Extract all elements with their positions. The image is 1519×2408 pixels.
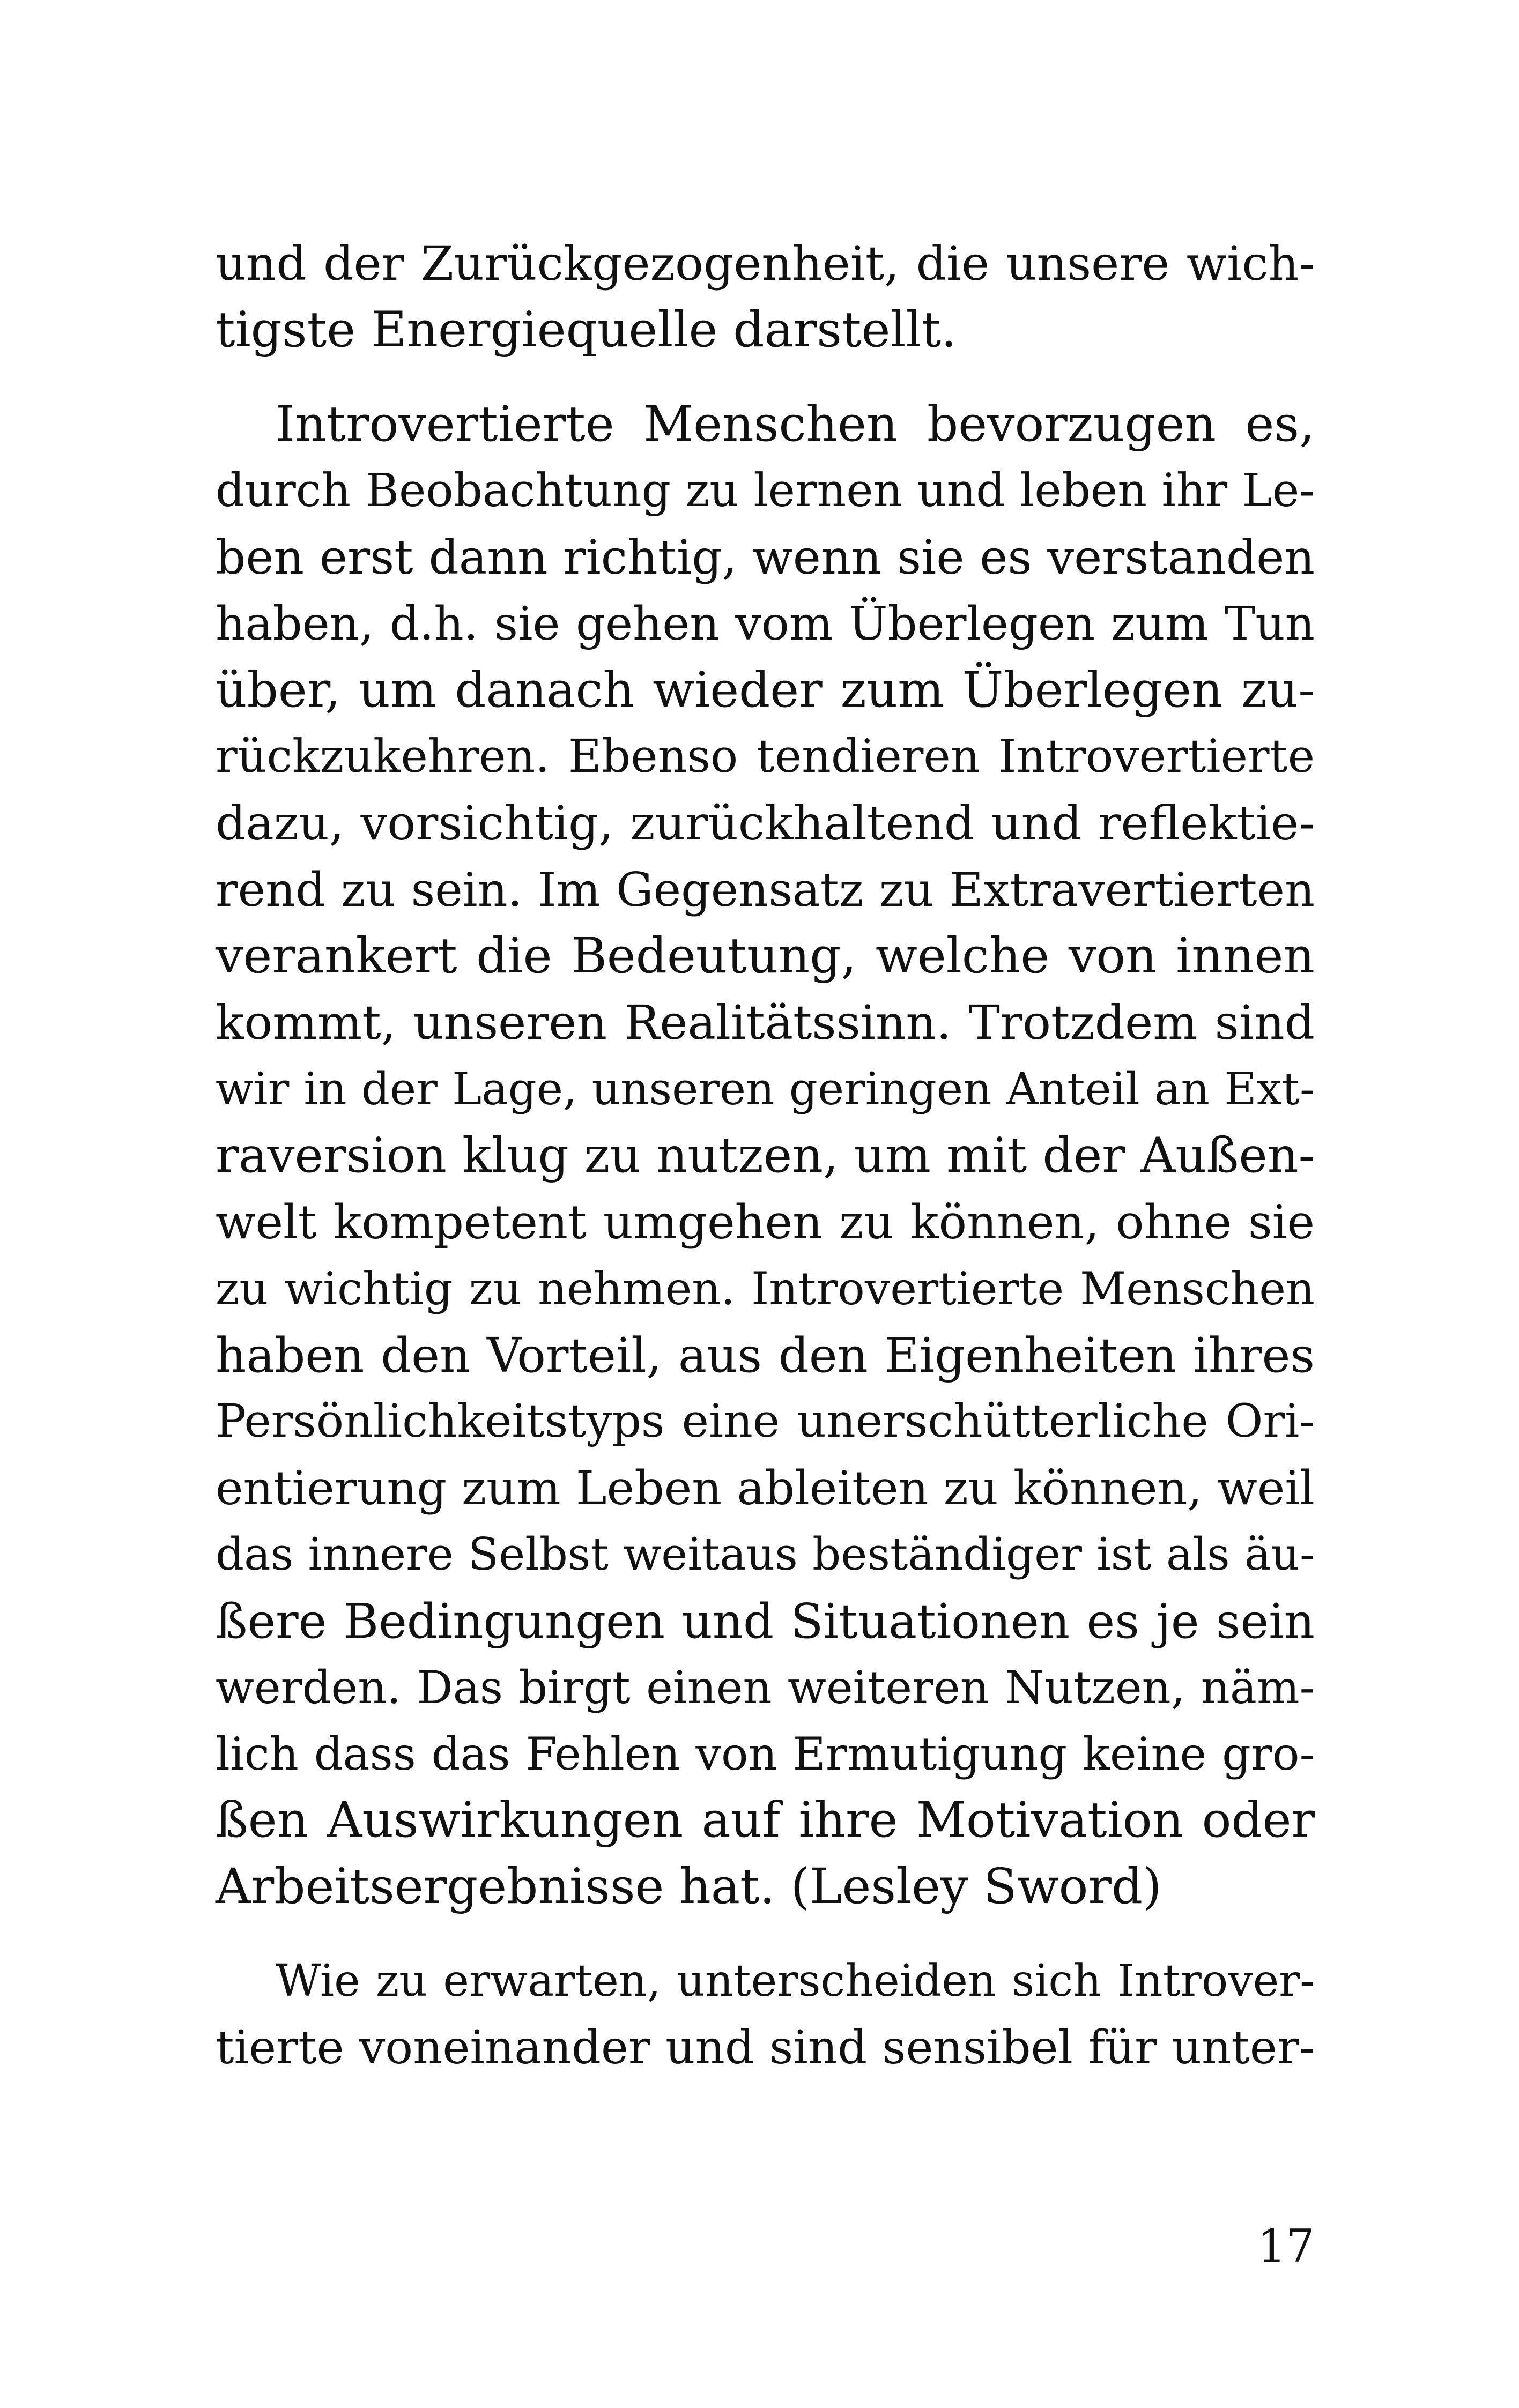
text-line: raversion klug zu nutzen, um mit der Außen- (216, 1127, 1315, 1184)
text-line: über, um danach wieder zum Überlegen zu- (216, 662, 1315, 718)
text-line: tigste Energiequelle darstellt. (216, 302, 957, 358)
text-line: und der Zurückgezogenheit, die unsere wich- (216, 236, 1315, 291)
text-line: dazu, vorsichtig, zurückhaltend und reflektie- (216, 796, 1315, 851)
text-line: Introvertierte Menschen bevorzugen es, (276, 396, 1315, 452)
text-line: Wie zu erwarten, unterscheiden sich Introver- (276, 1956, 1315, 2006)
page-number: 17 (1257, 2220, 1315, 2272)
text-line: ben erst dann richtig, wenn sie es verstanden (216, 530, 1315, 585)
text-line: kommt, unseren Realitätssinn. Trotzdem sind (216, 995, 1315, 1050)
paragraph-gap (216, 363, 1315, 391)
paragraph-3 (216, 1948, 1315, 2081)
paragraph-gap (216, 1920, 1315, 1948)
text-line: verankert die Bedeutung, welche von innen (216, 928, 1315, 984)
paragraph-2 (216, 391, 1315, 1920)
text-line: rend zu sein. Im Gegensatz zu Extravertierten (216, 863, 1315, 917)
text-line: entierung zum Leben ableiten zu können, weil (216, 1461, 1315, 1515)
text-line: haben den Vorteil, aus den Eigenheiten ihres (216, 1327, 1315, 1383)
body-text (216, 231, 1315, 2081)
text-line: Arbeitsergebnisse hat. (Lesley Sword) (216, 1859, 1162, 1915)
text-line: zu wichtig zu nehmen. Introvertierte Menschen (216, 1262, 1315, 1315)
text-line: ßere Bedingungen und Situationen es je sein (216, 1593, 1315, 1649)
text-line: Persönlichkeitstyps eine unerschütterliche Ori- (216, 1395, 1315, 1448)
text-line: rückzukehren. Ebenso tendieren Introvertierte (216, 730, 1315, 783)
text-line: lich dass das Fehlen von Ermutigung keine gro- (216, 1728, 1315, 1780)
text-line: wir in der Lage, unseren geringen Anteil an Ext- (216, 1063, 1315, 1115)
text-line: tierte voneinander und sind sensibel für unter- (216, 2021, 1315, 2075)
text-line: haben, d.h. sie gehen vom Überlegen zum Tun (216, 597, 1315, 651)
text-line: werden. Das birgt einen weiteren Nutzen, näm- (216, 1661, 1315, 1714)
text-line: welt kompetent umgehen zu können, ohne sie (216, 1195, 1315, 1250)
paragraph-1 (216, 231, 1315, 363)
text-line: ßen Auswirkungen auf ihre Motivation oder (216, 1792, 1315, 1848)
text-line: das innere Selbst weitaus beständiger ist als äu- (216, 1528, 1315, 1580)
text-line: durch Beobachtung zu lernen und leben ihr Le- (216, 464, 1315, 517)
